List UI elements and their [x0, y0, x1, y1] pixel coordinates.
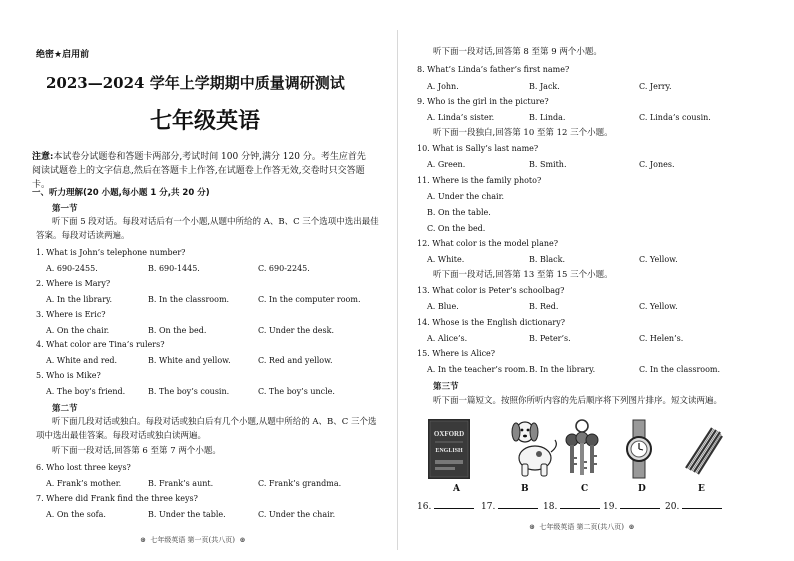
keys-picture — [562, 418, 602, 480]
question-3: 3. Where is Eric? — [36, 310, 106, 319]
blank-number: 16. — [417, 502, 432, 512]
question-10: 10. What is Sally’s last name? — [417, 144, 539, 153]
footer-text: 七年级英语 第一页(共八页) — [150, 536, 236, 544]
q5-option-c: C. The boy’s uncle. — [258, 387, 335, 396]
section-three-heading: 第三节 — [433, 382, 459, 392]
section-two-subinstruction: 听下面一段对话,回答第 6 至第 7 两个小题。 — [52, 446, 221, 456]
q4-option-b: B. White and yellow. — [148, 356, 231, 365]
subinstruction-10-12: 听下面一段独白,回答第 10 至第 12 三个小题。 — [433, 128, 613, 138]
picture-label-b: B — [521, 484, 529, 494]
page-two-footer: ⊛ 七年级英语 第二页(共八页) ⊛ — [529, 523, 635, 531]
question-11: 11. Where is the family photo? — [417, 176, 542, 185]
answer-blank-17[interactable] — [481, 499, 538, 512]
question-15: 15. Where is Alice? — [417, 349, 496, 358]
q2-option-a: A. In the library. — [46, 295, 113, 304]
blank-line[interactable] — [434, 499, 474, 509]
q15-option-a: A. In the teacher’s room. — [427, 365, 529, 374]
question-5: 5. Who is Mike? — [36, 371, 101, 380]
exam-title: 2023—2024 学年上学期期中质量调研测试 — [46, 74, 345, 92]
question-9: 9. Who is the girl in the picture? — [417, 97, 549, 106]
q1-option-b: B. 690-1445. — [148, 264, 200, 273]
q5-option-b: B. The boy’s cousin. — [148, 387, 230, 396]
q1-option-c: C. 690-2245. — [258, 264, 310, 273]
question-1: 1. What is John’s telephone number? — [36, 248, 186, 257]
blank-line[interactable] — [620, 499, 660, 509]
q3-option-b: B. On the bed. — [148, 326, 207, 335]
q12-option-a: A. White. — [427, 255, 465, 264]
page-one-footer: ⊛ 七年级英语 第一页(共八页) ⊛ — [140, 536, 246, 544]
question-2: 2. Where is Mary? — [36, 279, 111, 288]
q9-option-b: B. Linda. — [529, 113, 566, 122]
question-13: 13. What color is Peter’s schoolbag? — [417, 286, 565, 295]
blank-line[interactable] — [560, 499, 600, 509]
answer-blank-18[interactable] — [543, 499, 600, 512]
book-title-1: OXFORD — [433, 430, 465, 438]
q8-option-b: B. Jack. — [529, 82, 560, 91]
blank-number: 20. — [665, 502, 680, 512]
section-three-instruction: 听下面一篇短文。按照你所听内容的先后顺序将下列图片排序。短文读两遍。 — [433, 396, 723, 406]
q12-option-c: C. Yellow. — [639, 255, 678, 264]
q2-option-b: B. In the classroom. — [148, 295, 230, 304]
question-12: 12. What color is the model plane? — [417, 239, 559, 248]
q7-option-b: B. Under the table. — [148, 510, 226, 519]
answer-blank-16[interactable] — [417, 499, 474, 512]
blank-number: 19. — [603, 502, 618, 512]
q10-option-b: B. Smith. — [529, 160, 567, 169]
q6-option-b: B. Frank’s aunt. — [148, 479, 214, 488]
question-7: 7. Where did Frank find the three keys? — [36, 494, 198, 503]
q7-option-a: A. On the sofa. — [46, 510, 106, 519]
pencils-icon — [682, 418, 726, 480]
subinstruction-13-15: 听下面一段对话,回答第 13 至第 15 三个小题。 — [433, 270, 613, 280]
instruction-line: 听下面 5 段对话。每段对话后有一个小题,从题中所给的 A、B、C 三个选项中选出最佳 — [52, 217, 379, 227]
q12-option-b: B. Black. — [529, 255, 566, 264]
book-title-2: ENGLISH — [435, 448, 463, 454]
blank-number: 18. — [543, 502, 558, 512]
notice-line-1: 本试卷分试题卷和答题卡两部分,考试时间 100 分钟,满分 120 分。考生应首先 — [53, 152, 366, 162]
question-8: 8. What’s Linda’s father’s first name? — [417, 65, 570, 74]
q9-option-a: A. Linda’s sister. — [427, 113, 495, 122]
q15-option-b: B. In the library. — [529, 365, 596, 374]
page-two — [397, 0, 794, 561]
section-one-instruction-cont: 答案。每段对话读两遍。 — [36, 231, 130, 241]
dictionary-picture — [427, 418, 471, 480]
part-one-heading: 一、听力理解(20 小题,每小题 1 分,共 20 分) — [32, 188, 210, 198]
section-two-instruction: 听下面几段对话或独白。每段对话或独白后有几个小题,从题中所给的 A、B、C 三个选 — [52, 417, 377, 427]
section-one-instruction — [52, 216, 382, 229]
q11-option-a: A. Under the chair. — [427, 192, 505, 201]
section-two-heading: 第二节 — [52, 404, 78, 414]
dog-icon — [505, 418, 561, 480]
picture-label-d: D — [638, 484, 646, 494]
section-two-instruction-cont: 项中选出最佳答案。每段对话或独白读两遍。 — [36, 431, 207, 441]
q7-option-c: C. Under the chair. — [258, 510, 336, 519]
q1-option-a: A. 690-2455. — [46, 264, 98, 273]
confidential-mark: 绝密★启用前 — [36, 50, 90, 60]
q14-option-a: A. Alice’s. — [427, 334, 468, 343]
picture-label-a: A — [453, 484, 460, 494]
watch-icon — [623, 418, 655, 480]
q3-option-c: C. Under the desk. — [258, 326, 335, 335]
q11-option-b: B. On the table. — [427, 208, 491, 217]
q8-option-a: A. John. — [427, 82, 459, 91]
q15-option-c: C. In the classroom. — [639, 365, 721, 374]
subinstruction-8-9: 听下面一段对话,回答第 8 至第 9 两个小题。 — [433, 47, 602, 57]
answer-blank-19[interactable] — [603, 499, 660, 512]
q5-option-a: A. The boy’s friend. — [46, 387, 126, 396]
q2-option-c: C. In the computer room. — [258, 295, 361, 304]
picture-label-c: C — [581, 484, 589, 494]
keys-icon — [562, 418, 602, 480]
q6-option-c: C. Frank’s grandma. — [258, 479, 342, 488]
question-6: 6. Who lost three keys? — [36, 463, 131, 472]
q14-option-c: C. Helen’s. — [639, 334, 684, 343]
blank-line[interactable] — [498, 499, 538, 509]
q13-option-a: A. Blue. — [427, 302, 459, 311]
picture-label-e: E — [698, 484, 705, 494]
q3-option-a: A. On the chair. — [46, 326, 110, 335]
q6-option-a: A. Frank’s mother. — [46, 479, 122, 488]
notice-line-2: 阅读试题卷上的文字信息,然后在答题卡上作答,在试题卷上作答无效,交卷时只交答题卡。 — [32, 166, 365, 190]
question-4: 4. What color are Tina’s rulers? — [36, 340, 165, 349]
section-one-heading: 第一节 — [52, 204, 78, 214]
blank-number: 17. — [481, 502, 496, 512]
question-14: 14. Whose is the English dictionary? — [417, 318, 566, 327]
blank-line[interactable] — [682, 499, 722, 509]
q13-option-c: C. Yellow. — [639, 302, 678, 311]
q13-option-b: B. Red. — [529, 302, 559, 311]
notice-label: 注意: — [32, 152, 54, 162]
q10-option-a: A. Green. — [427, 160, 466, 169]
footer-text: 七年级英语 第二页(共八页) — [539, 523, 625, 531]
q10-option-c: C. Jones. — [639, 160, 675, 169]
q8-option-c: C. Jerry. — [639, 82, 672, 91]
toy-dog-picture — [505, 418, 561, 480]
subject-title: 七年级英语 — [150, 108, 261, 134]
answer-blank-20[interactable] — [665, 499, 722, 512]
book-icon — [427, 418, 471, 480]
pencils-picture — [682, 418, 726, 480]
q11-option-c: C. On the bed. — [427, 224, 486, 233]
q14-option-b: B. Peter’s. — [529, 334, 571, 343]
q4-option-a: A. White and red. — [46, 356, 118, 365]
q9-option-c: C. Linda’s cousin. — [639, 113, 711, 122]
q4-option-c: C. Red and yellow. — [258, 356, 333, 365]
watch-picture — [623, 418, 655, 480]
